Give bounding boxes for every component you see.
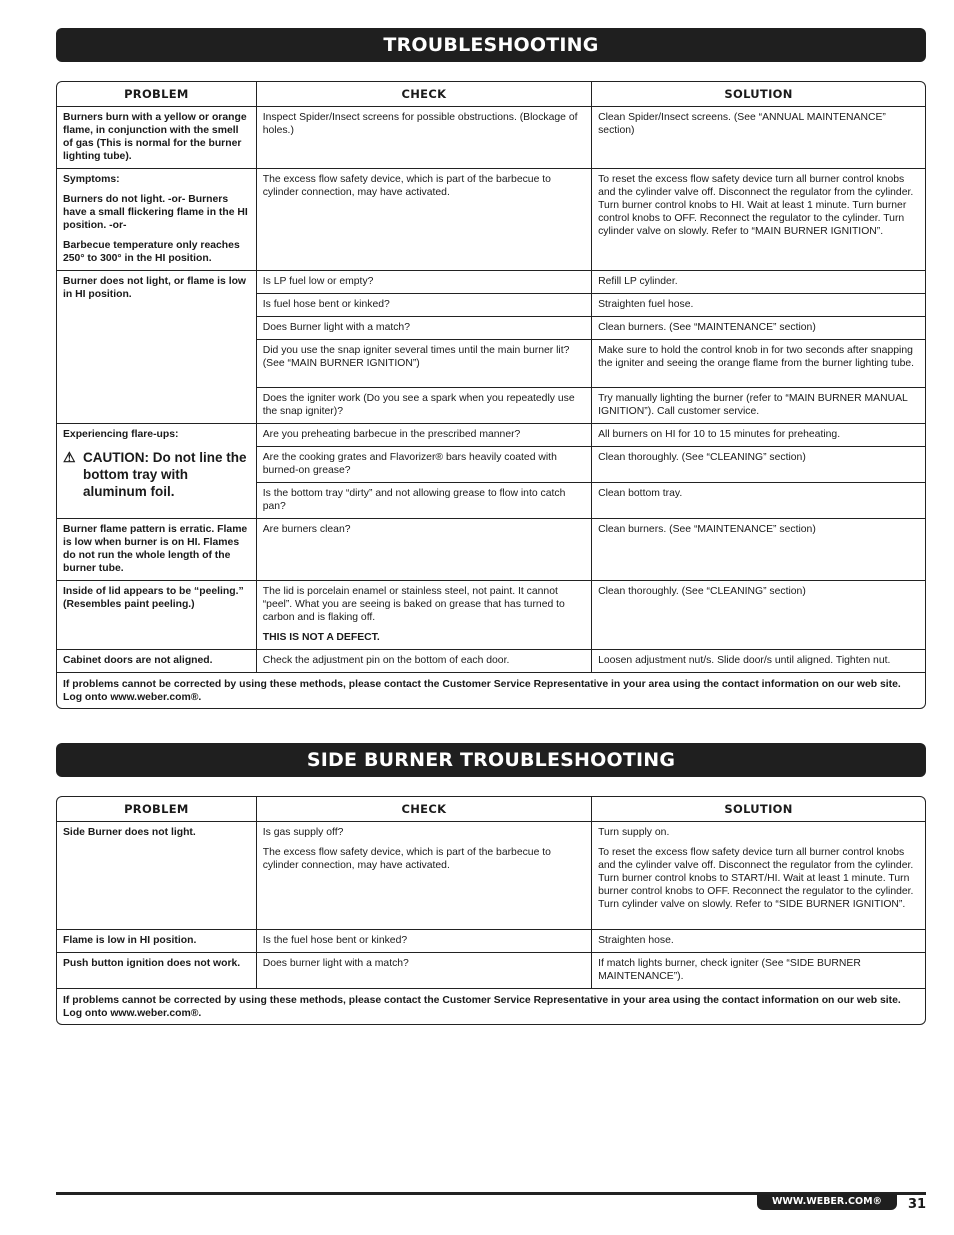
solution-cell: Straighten hose. xyxy=(592,929,925,952)
problem-cell: Push button ignition does not work. xyxy=(57,952,256,988)
problem-cell: Cabinet doors are not aligned. xyxy=(57,649,256,672)
check-cell: Is LP fuel low or empty? xyxy=(256,270,591,293)
solution-cell: Refill LP cylinder. xyxy=(592,270,925,293)
solution-cell: Straighten fuel hose. xyxy=(592,293,925,316)
solution-cell: To reset the excess flow safety device turn all burner control knobs and the cylinder valve off. Disconnect the regulator from the cylinder. Turn burner control knobs to HI. Wait at least 1 minute. Turn burner control knobs to OFF. Reconnect the regulator to the cylinder. Turn cylinder valve on slowly. Refer to “MAIN BURNER IGNITION”. xyxy=(592,168,925,270)
caution-text: CAUTION: Do not line the bottom tray with aluminum foil. xyxy=(83,449,247,499)
problem-symptom: Barbecue temperature only reaches 250° to 300° in the HI position. xyxy=(63,239,240,264)
solution-text: To reset the excess flow safety device turn all burner control knobs and the cylinder valve off. Disconnect the regulator from the cylinder. Turn burner control knobs to START/HI. Wait at least 1 minute. Turn burner control knobs to OFF. Reconnect the regulator to the cylinder. Turn cylinder valve on slowly. Refer to “SIDE BURNER IGNITION”. xyxy=(598,846,914,910)
problem-cell xyxy=(57,168,256,270)
section-title-side-burner: SIDE BURNER TROUBLESHOOTING xyxy=(56,743,926,777)
table-row xyxy=(57,952,925,988)
table-row xyxy=(57,649,925,672)
check-cell xyxy=(256,580,591,649)
problem-cell: Side Burner does not light. xyxy=(57,821,256,929)
problem-symptoms-label: Symptoms: xyxy=(63,173,120,185)
header-solution: SOLUTION xyxy=(592,797,925,821)
caution-note xyxy=(63,449,250,500)
solution-cell: All burners on HI for 10 to 15 minutes for preheating. xyxy=(592,423,925,446)
solution-cell: Clean bottom tray. xyxy=(592,482,925,518)
solution-cell: Try manually lighting the burner (refer to “MAIN BURNER MANUAL IGNITION”). Call customer service. xyxy=(592,387,925,423)
table-row xyxy=(57,168,925,270)
table-row xyxy=(57,929,925,952)
solution-cell: Clean thoroughly. (See “CLEANING” section) xyxy=(592,580,925,649)
problem-symptom: Burners do not light. -or- Burners have a small flickering flame in the HI position. -or- xyxy=(63,193,248,231)
solution-cell: Loosen adjustment nut/s. Slide door/s until aligned. Tighten nut. xyxy=(592,649,925,672)
solution-cell: Clean burners. (See “MAINTENANCE” section) xyxy=(592,518,925,580)
check-cell: Is fuel hose bent or kinked? xyxy=(256,293,591,316)
check-text: The excess flow safety device, which is part of the barbecue to cylinder connection, may have activated. xyxy=(262,846,551,871)
header-check: CHECK xyxy=(256,82,591,106)
header-problem: PROBLEM xyxy=(57,82,256,106)
footer-website: WWW.WEBER.COM® xyxy=(757,1194,897,1210)
contact-note: If problems cannot be corrected by using these methods, please contact the Customer Service Representative in your area using the contact information on our web site. Log onto www.weber.com®. xyxy=(63,678,901,703)
solution-cell: If match lights burner, check igniter (See “SIDE BURNER MAINTENANCE”). xyxy=(592,952,925,988)
contact-note: If problems cannot be corrected by using these methods, please contact the Customer Service Representative in your area using the contact information on our web site. Log onto www.weber.com®. xyxy=(63,994,901,1019)
problem-label: Experiencing flare-ups: xyxy=(63,428,179,440)
check-cell: Are you preheating barbecue in the prescribed manner? xyxy=(256,423,591,446)
table-note-row xyxy=(57,672,925,708)
table-row xyxy=(57,580,925,649)
section-title-troubleshooting: TROUBLESHOOTING xyxy=(56,28,926,62)
solution-cell: Clean burners. (See “MAINTENANCE” section) xyxy=(592,316,925,339)
check-cell: Does the igniter work (Do you see a spark when you repeatedly use the snap igniter)? xyxy=(256,387,591,423)
check-cell: Does Burner light with a match? xyxy=(256,316,591,339)
solution-cell: Make sure to hold the control knob in for two seconds after snapping the igniter and seeing the orange flame from the burner lighting tube. xyxy=(592,339,925,387)
check-cell: The excess flow safety device, which is part of the barbecue to cylinder connection, may have activated. xyxy=(256,168,591,270)
check-cell: Does burner light with a match? xyxy=(256,952,591,988)
page-number: 31 xyxy=(908,1197,927,1212)
check-cell: Check the adjustment pin on the bottom of each door. xyxy=(256,649,591,672)
problem-cell: Burner does not light, or flame is low in HI position. xyxy=(57,270,256,423)
warning-triangle-icon: ⚠ xyxy=(63,448,76,465)
table-note-row xyxy=(57,988,925,1024)
check-cell: Is the bottom tray “dirty” and not allowing grease to flow into catch pan? xyxy=(256,482,591,518)
side-burner-table xyxy=(56,796,926,1025)
check-cell: Are burners clean? xyxy=(256,518,591,580)
not-a-defect-note: THIS IS NOT A DEFECT. xyxy=(262,631,380,643)
problem-cell: Flame is low in HI position. xyxy=(57,929,256,952)
check-text: The lid is porcelain enamel or stainless steel, not paint. It cannot “peel”. What you are seeing is baked on grease that has turned to carbon and is flaking off. xyxy=(262,585,565,623)
solution-cell: Clean Spider/Insect screens. (See “ANNUAL MAINTENANCE” section) xyxy=(592,106,925,168)
problem-cell xyxy=(57,423,256,518)
table-header-row xyxy=(57,82,925,106)
solution-cell xyxy=(592,821,925,929)
troubleshooting-table xyxy=(56,81,926,709)
check-cell xyxy=(256,821,591,929)
table-row xyxy=(57,821,925,929)
table-row xyxy=(57,106,925,168)
check-cell: Is the fuel hose bent or kinked? xyxy=(256,929,591,952)
table-row xyxy=(57,423,925,446)
table-row xyxy=(57,518,925,580)
check-text: Is gas supply off? xyxy=(262,826,344,838)
check-cell: Did you use the snap igniter several times until the main burner lit? (See “MAIN BURNER IGNITION”) xyxy=(256,339,591,387)
header-problem: PROBLEM xyxy=(57,797,256,821)
check-cell: Are the cooking grates and Flavorizer® bars heavily coated with burned-on grease? xyxy=(256,446,591,482)
table-header-row xyxy=(57,797,925,821)
problem-cell: Burner flame pattern is erratic. Flame is low when burner is on HI. Flames do not run the whole length of the burner tube. xyxy=(57,518,256,580)
problem-cell: Inside of lid appears to be “peeling.” (Resembles paint peeling.) xyxy=(57,580,256,649)
solution-text: Turn supply on. xyxy=(598,826,670,838)
problem-cell: Burners burn with a yellow or orange flame, in conjunction with the smell of gas (This is normal for the burner lighting tube). xyxy=(57,106,256,168)
header-solution: SOLUTION xyxy=(592,82,925,106)
solution-cell: Clean thoroughly. (See “CLEANING” section) xyxy=(592,446,925,482)
header-check: CHECK xyxy=(256,797,591,821)
check-cell: Inspect Spider/Insect screens for possible obstructions. (Blockage of holes.) xyxy=(256,106,591,168)
table-row xyxy=(57,270,925,293)
